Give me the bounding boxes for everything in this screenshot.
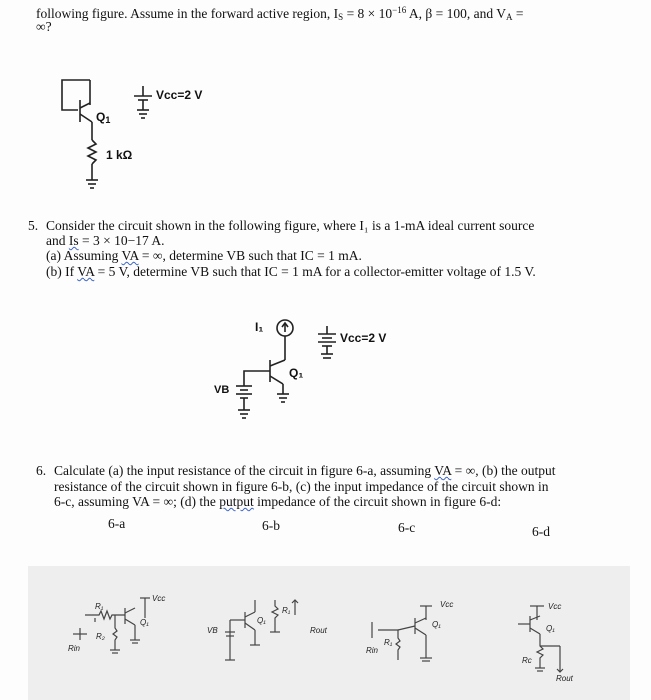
q5-line4-post: = 5 V, determine VB such that IC = 1 mA for a collector-emitter voltage of 1.5 V. xyxy=(94,264,536,279)
6c-vcc-label: Vcc xyxy=(440,600,454,609)
header-is-sub: S xyxy=(338,12,344,22)
6d-rc-label: Rc xyxy=(522,656,532,665)
q6-number: 6. xyxy=(36,463,47,478)
q6-line1-post: = ∞, (b) the output xyxy=(451,463,556,478)
header-va-sub: A xyxy=(505,12,513,22)
q6-line2: resistance of the circuit shown in figure 6-b, (c) the input impedance of the circuit shown in xyxy=(54,479,549,494)
q-letter: Q xyxy=(96,110,106,124)
6a-rin-label: Rin xyxy=(68,644,81,653)
6b-r1-label: R₁ xyxy=(282,606,291,615)
i1-label: I₁ xyxy=(255,320,264,334)
6b-rout-label: Rout xyxy=(310,626,327,635)
q6-va-term: VA xyxy=(434,463,452,478)
6d-vcc-label: Vcc xyxy=(548,602,562,611)
fig-label-6d: 6-d xyxy=(532,524,550,539)
q-sub: 1 xyxy=(105,115,111,125)
header-text-3: A, β = 100, and V xyxy=(406,6,506,21)
6c-q1-label: Q₁ xyxy=(432,620,441,629)
q6-line3-pre: 6-c, assuming VA = ∞; (d) the xyxy=(54,494,220,509)
6b-q1-label: Q₁ xyxy=(257,616,266,625)
q5-line4 xyxy=(46,264,536,280)
fig-label-6a: 6-a xyxy=(108,516,126,531)
header-text-2: = 8 × 10 xyxy=(343,6,393,21)
q1-label-top xyxy=(96,110,110,125)
header-exponent: −16 xyxy=(392,5,407,15)
q5-va-term-a: VA xyxy=(121,248,139,263)
vcc-label-fig5: Vcc=2 V xyxy=(340,331,387,345)
resistor-label-top: 1 kΩ xyxy=(106,148,133,162)
q5-number: 5. xyxy=(28,218,39,233)
q6-line1-pre: Calculate (a) the input resistance of the circuit in figure 6-a, assuming xyxy=(54,463,435,478)
fig-label-6c: 6-c xyxy=(398,520,416,535)
q5-line3 xyxy=(46,248,362,264)
6d-rout-label: Rout xyxy=(556,674,573,683)
6a-r2-label: R₂ xyxy=(96,632,105,641)
6a-q1-label: Q₁ xyxy=(140,618,149,627)
header-text-4: = xyxy=(512,6,524,21)
q5-line2-post: = 3 × 10−17 A. xyxy=(78,233,165,248)
vb-label-fig5: VB xyxy=(214,384,230,396)
fig-label-6b: 6-b xyxy=(262,518,280,533)
q5-line3-post: = ∞, determine VB such that IC = 1 mA. xyxy=(138,248,362,263)
problem-header-line2: ∞? xyxy=(36,19,52,34)
q5-line1: Consider the circuit shown in the following figure, where I₁ is a 1-mA ideal current source xyxy=(46,218,535,233)
6a-vcc-label: Vcc xyxy=(152,594,166,603)
vcc-label-top: Vcc=2 V xyxy=(156,88,203,102)
q5-line3-pre: (a) Assuming xyxy=(46,248,122,263)
6d-q1-label: Q₁ xyxy=(546,624,555,633)
figure-6-panel xyxy=(28,566,630,700)
problem-header-line1 xyxy=(36,2,523,25)
header-text-1: following figure. Assume in the forward active region, I xyxy=(36,6,339,21)
6c-r1-label: R₁ xyxy=(384,638,393,647)
q5-line2-pre: and xyxy=(46,233,69,248)
q6-line3-post: impedance of the circuit shown in figure 6-d: xyxy=(253,494,502,509)
q5-is-term: Is xyxy=(68,233,79,248)
q5-line4-pre: (b) If xyxy=(46,264,78,279)
6c-rin-label: Rin xyxy=(366,646,379,655)
q6-putput-word: putput xyxy=(219,494,254,509)
q5-va-term-b: VA xyxy=(77,264,95,279)
q5-line2 xyxy=(46,233,164,249)
6b-vb-label: VB xyxy=(207,626,218,635)
6a-r1-label: R₁ xyxy=(95,602,104,611)
q6-line3 xyxy=(54,494,501,510)
q1-label-fig5: Q₁ xyxy=(289,366,304,380)
q6-line1 xyxy=(54,463,556,479)
